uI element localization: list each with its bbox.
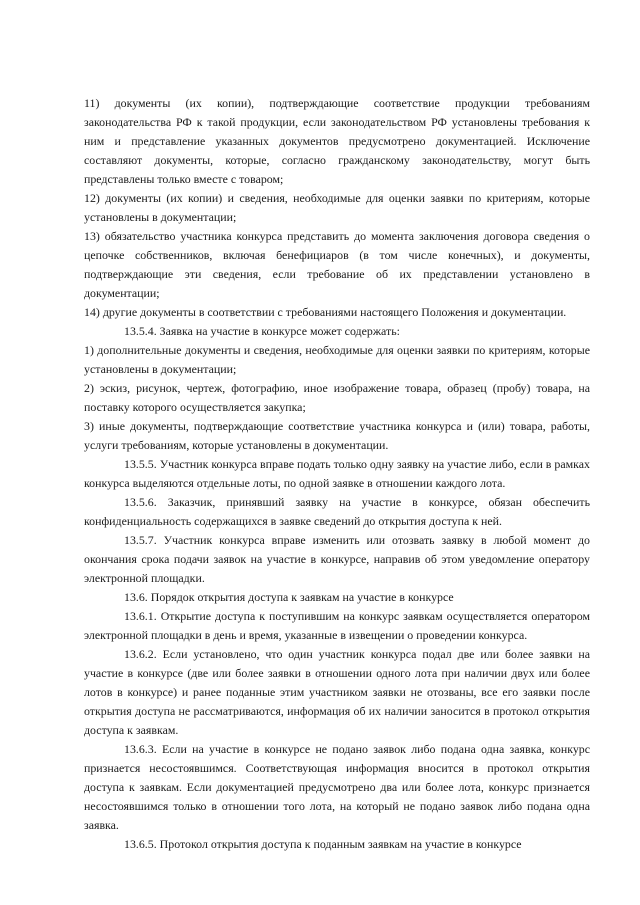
- paragraph-13-6-3: 13.6.3. Если на участие в конкурсе не подано заявок либо подана одна заявка, конкурс признается несостоявшимся. Соответствующая информация вносится в протокол открытия доступа к заявкам. Если документацией предусмотрено два или более лота, конкурс признается несостоявшимся только в отношении того лота, на который не подано заявок либо подана одна заявка.: [84, 742, 590, 832]
- paragraph-13-6-1: 13.6.1. Открытие доступа к поступившим на конкурс заявкам осуществляется оператором электронной площадки в день и время, указанные в извещении о проведении конкурса.: [84, 609, 590, 642]
- paragraph-13-5-4: 13.5.4. Заявка на участие в конкурсе может содержать:: [124, 324, 400, 338]
- paragraph-13-5-5: 13.5.5. Участник конкурса вправе подать только одну заявку на участие либо, если в рамках конкурса выделяются отдельные лоты, по одной заявке в отношении каждого лота.: [84, 457, 590, 490]
- paragraph-13-5-7: 13.5.7. Участник конкурса вправе изменить или отозвать заявку в любой момент до окончания срока подачи заявок на участие в конкурсе, направив об этом уведомление оператору электронной площадки.: [84, 533, 590, 585]
- paragraph-13-5-4-item-3: 3) иные документы, подтверждающие соответствие участника конкурса и (или) товара, работы, услуги требованиям, которые установлены в документации.: [84, 419, 590, 452]
- paragraph-item-11: 11) документы (их копии), подтверждающие соответствие продукции требованиям законодательства РФ к такой продукции, если законодательством РФ установлены требования к ним и представление указанных документов предусмотрено документацией. Исключение составляют документы, которые, согласно гражданскому законодательству, могут быть представлены только вместе с товаром;: [84, 96, 590, 186]
- paragraph-13-5-4-item-2: 2) эскиз, рисунок, чертеж, фотографию, иное изображение товара, образец (пробу) товара, на поставку которого осуществляется закупка;: [84, 381, 590, 414]
- paragraph-item-14: 14) другие документы в соответствии с требованиями настоящего Положения и документации.: [84, 305, 567, 319]
- paragraph-13-6-5: 13.6.5. Протокол открытия доступа к поданным заявкам на участие в конкурсе: [124, 837, 522, 851]
- paragraph-13-5-6: 13.5.6. Заказчик, принявший заявку на участие в конкурсе, обязан обеспечить конфиденциальность содержащихся в заявке сведений до открытия доступа к ней.: [84, 495, 590, 528]
- paragraph-13-5-4-item-1: 1) дополнительные документы и сведения, необходимые для оценки заявки по критериям, которые установлены в документации;: [84, 343, 590, 376]
- paragraph-item-12: 12) документы (их копии) и сведения, необходимые для оценки заявки по критериям, которые установлены в документации;: [84, 191, 590, 224]
- paragraph-13-6-2: 13.6.2. Если установлено, что один участник конкурса подал две или более заявки на участие в конкурсе (две или более заявки в отношении одного лота при наличии двух или более лотов в конкурсе) и ранее поданные этим участником заявки не отозваны, все его заявки после открытия доступа не рассматриваются, информация об их наличии заносится в протокол открытия доступа к заявкам.: [84, 647, 590, 737]
- section-heading-13-6: 13.6. Порядок открытия доступа к заявкам на участие в конкурсе: [124, 590, 454, 604]
- paragraph-item-13: 13) обязательство участника конкурса представить до момента заключения договора сведения о цепочке собственников, включая бенефициаров (в том числе конечных), и документы, подтверждающие эти сведения, если требование об их представлении установлено в документации;: [84, 229, 590, 300]
